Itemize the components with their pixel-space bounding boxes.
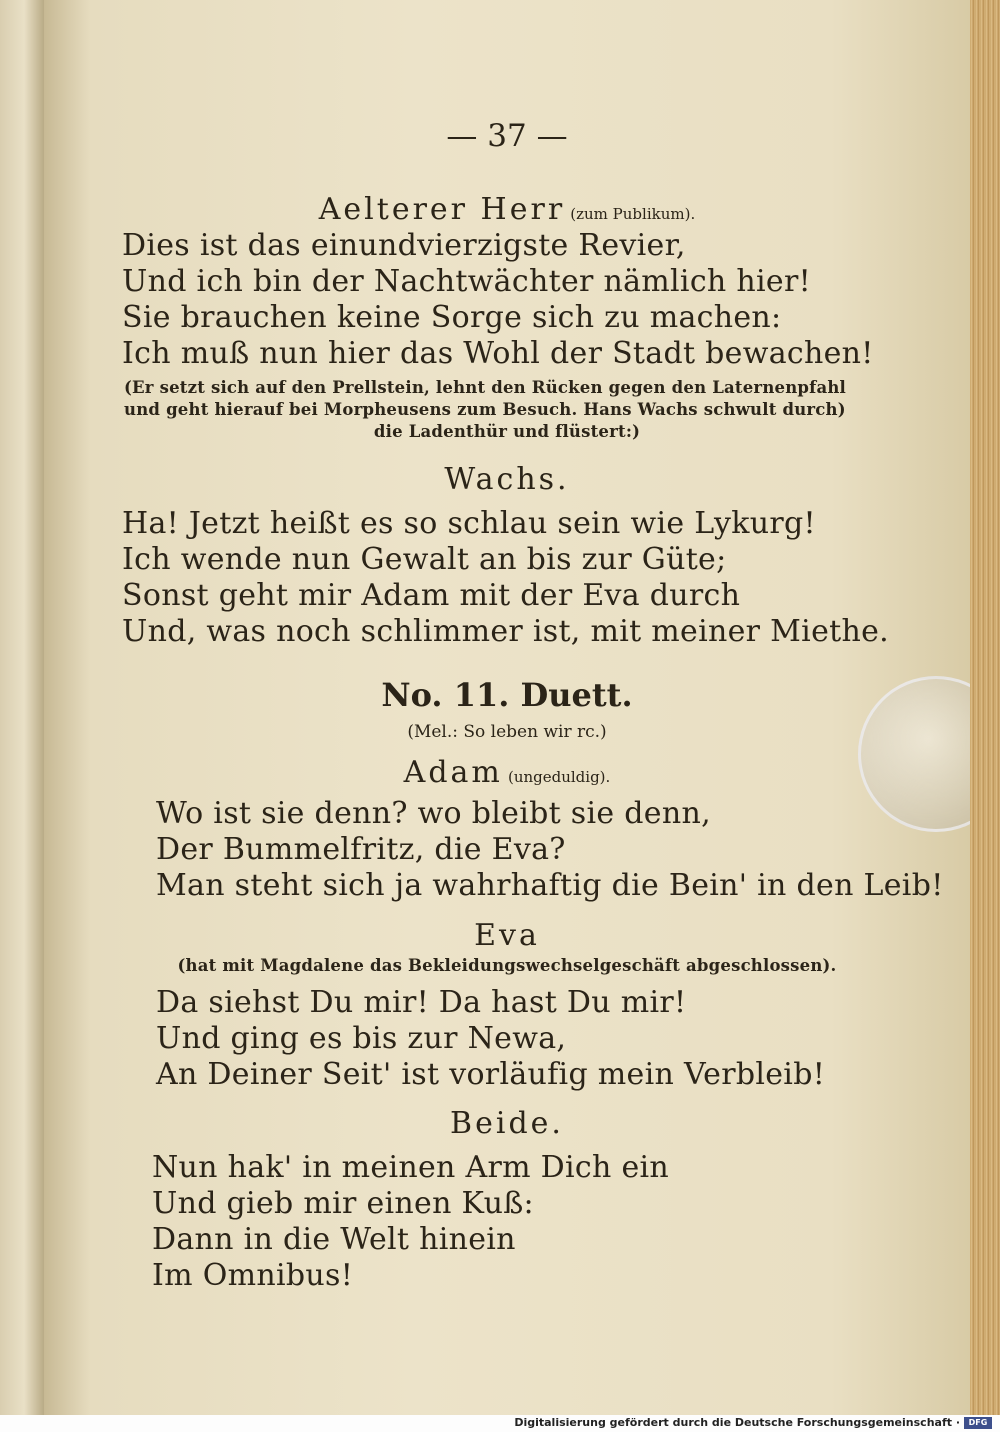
facing-page-edge: [0, 0, 44, 1415]
verse-line: Dies ist das einundvierzigste Revier,: [122, 228, 686, 263]
stage-direction-line: (Er setzt sich auf den Prellstein, lehnt den Rücken gegen den Laternenpfahl: [124, 378, 847, 397]
speaker-heading: [44, 192, 970, 227]
verse-line: Da siehst Du mir! Da hast Du mir!: [156, 985, 687, 1020]
melody-note: (Mel.: So leben wir rc.): [407, 722, 607, 742]
stage-direction-line: die Ladenthür und flüstert:): [373, 422, 641, 441]
verse-line: Und ging es bis zur Newa,: [156, 1021, 567, 1056]
verse-line: Im Omnibus!: [152, 1258, 354, 1293]
page-number: — 37 —: [446, 118, 568, 154]
verse-line: Ha! Jetzt heißt es so schlau sein wie Lykurg!: [122, 506, 816, 541]
speaker-name: Wachs.: [444, 462, 570, 497]
verse-line: Sonst geht mir Adam mit der Eva durch: [122, 578, 741, 613]
speaker-name: Aelterer Herr: [318, 192, 566, 227]
stage-direction-line: und geht hierauf bei Morpheusens zum Besuch. Hans Wachs schwult durch): [124, 400, 846, 419]
verse-line: Und, was noch schlimmer ist, mit meiner Miethe.: [122, 614, 889, 649]
verse-line: An Deiner Seit' ist vorläufig mein Verbleib!: [156, 1057, 826, 1092]
verse-line: Sie brauchen keine Sorge sich zu machen:: [122, 300, 782, 335]
speaker-name: Adam: [403, 755, 503, 790]
book-page: [44, 0, 970, 1415]
speaker-heading: [44, 755, 970, 790]
verse-line: Nun hak' in meinen Arm Dich ein: [152, 1150, 670, 1185]
speaker-direction: (zum Publikum).: [570, 205, 696, 223]
funding-note: Digitalisierung gefördert durch die Deutsche Forschungsgemeinschaft ·: [514, 1416, 960, 1429]
speaker-direction: (ungeduldig).: [507, 768, 611, 786]
stage-direction-line: (hat mit Magdalene das Bekleidungswechselgeschäft abgeschlossen).: [177, 956, 837, 975]
speaker-name: Eva: [474, 918, 540, 953]
page-stack-edge: [970, 0, 1000, 1415]
verse-line: Wo ist sie denn? wo bleibt sie denn,: [156, 796, 711, 831]
song-number: No. 11.: [381, 676, 510, 714]
verse-line: Dann in die Welt hinein: [152, 1222, 516, 1257]
dfg-logo: DFG: [964, 1417, 992, 1429]
verse-line: Man steht sich ja wahrhaftig die Bein' in den Leib!: [156, 868, 944, 903]
speaker-name: Beide.: [450, 1106, 564, 1141]
verse-line: Der Bummelfritz, die Eva?: [156, 832, 566, 867]
verse-line: Ich muß nun hier das Wohl der Stadt bewachen!: [122, 336, 874, 371]
song-heading: [44, 676, 970, 714]
verse-line: Und ich bin der Nachtwächter nämlich hier!: [122, 264, 811, 299]
verse-line: Ich wende nun Gewalt an bis zur Güte;: [122, 542, 727, 577]
verse-line: Und gieb mir einen Kuß:: [152, 1186, 534, 1221]
song-title: Duett.: [520, 676, 633, 714]
